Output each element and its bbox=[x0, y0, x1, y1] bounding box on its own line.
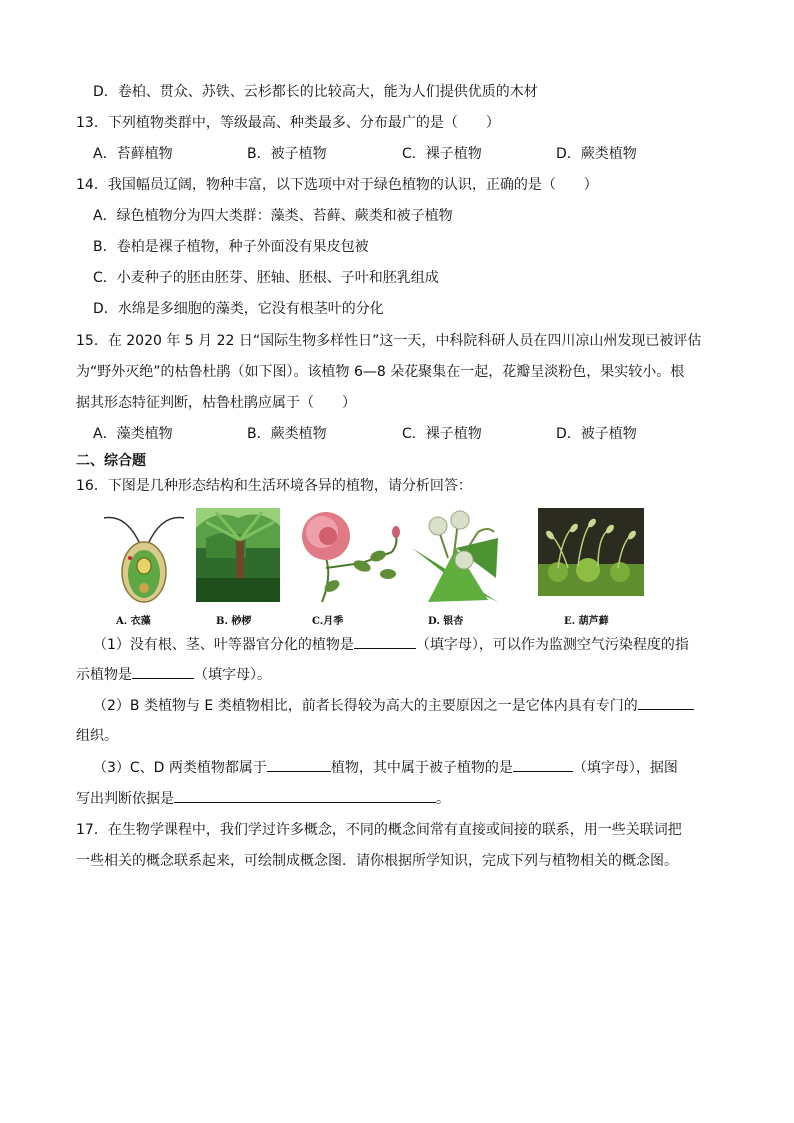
funaria-image bbox=[538, 508, 644, 596]
caption-d: D. 银杏 bbox=[428, 616, 464, 627]
figure-rose bbox=[292, 508, 398, 627]
caption-c: C.月季 bbox=[312, 616, 344, 627]
answer-blank-2[interactable] bbox=[132, 664, 194, 679]
q16-part1-text-a: （1）没有根、茎、叶等器官分化的植物是 bbox=[93, 637, 354, 653]
q12-option-d: D．卷柏、贯众、苏铁、云杉都长的比较高大，能为人们提供优质的木材 bbox=[93, 84, 538, 100]
answer-blank-4[interactable] bbox=[267, 757, 331, 772]
chlamydomonas-image bbox=[96, 508, 196, 608]
q16-part2-text-b: 组织。 bbox=[76, 728, 118, 744]
caption-e: E. 葫芦藓 bbox=[564, 616, 609, 627]
q13-option-a: A．苔藓植物 bbox=[93, 146, 173, 162]
q13-option-d: D．蕨类植物 bbox=[556, 146, 637, 162]
ginkgo-image bbox=[408, 508, 504, 602]
q15-option-a: A．藻类植物 bbox=[93, 426, 173, 442]
q14-option-b: B．卷柏是裸子植物，种子外面没有果皮包被 bbox=[93, 239, 369, 255]
q16-part1-line2 bbox=[76, 664, 271, 685]
q16-part1-text-b: （填字母），可以作为监测空气污染程度的指 bbox=[415, 637, 689, 653]
q15-option-b: B．蕨类植物 bbox=[247, 426, 327, 442]
q14-option-d: D．水绵是多细胞的藻类，它没有根茎叶的分化 bbox=[93, 301, 384, 317]
q16-part1-text-d: （填字母）。 bbox=[194, 667, 271, 683]
plant-figure-row bbox=[96, 508, 656, 626]
q13-option-c: C．裸子植物 bbox=[402, 146, 482, 162]
answer-blank-3[interactable] bbox=[638, 695, 694, 710]
answer-blank-1[interactable] bbox=[354, 634, 416, 649]
figure-chlamydomonas bbox=[96, 508, 202, 627]
answer-blank-6[interactable] bbox=[174, 788, 436, 803]
q16-part3-text-b: 植物，其中属于被子植物的是 bbox=[330, 760, 513, 776]
q13-stem: 13．下列植物类群中，等级最高、种类最多、分布最广的是（ ） bbox=[76, 115, 500, 131]
q14-option-c: C．小麦种子的胚由胚芽、胚轴、胚根、子叶和胚乳组成 bbox=[93, 270, 439, 286]
q16-part2-line1 bbox=[93, 695, 694, 716]
q16-part3-line1 bbox=[93, 757, 678, 778]
q16-stem: 16．下图是几种形态结构和生活环境各异的植物，请分析回答： bbox=[76, 478, 472, 494]
q16-part1-text-c: 示植物是 bbox=[76, 667, 132, 683]
q15-line-3: 据其形态特征判断，枯鲁杜鹃应属于（ ） bbox=[76, 395, 356, 411]
answer-blank-5[interactable] bbox=[513, 757, 573, 772]
q16-part3-line2 bbox=[76, 788, 450, 809]
q15-option-c: C．裸子植物 bbox=[402, 426, 482, 442]
q15-option-d: D．被子植物 bbox=[556, 426, 637, 442]
q16-part3-text-e: 。 bbox=[436, 791, 450, 807]
figure-ginkgo bbox=[408, 508, 514, 627]
q17-line-2: 一些相关的概念联系起来，可绘制成概念图．请你根据所学知识，完成下列与植物相关的概念图。 bbox=[76, 853, 678, 869]
figure-funaria bbox=[538, 508, 644, 627]
q16-part2-text-a: （2）B 类植物与 E 类植物相比，前者长得较为高大的主要原因之一是它体内具有专门的 bbox=[93, 698, 638, 714]
q16-part3-text-d: 写出判断依据是 bbox=[76, 791, 174, 807]
q16-part1-line1 bbox=[93, 634, 689, 655]
q14-stem: 14．我国幅员辽阔，物种丰富，以下选项中对于绿色植物的认识，正确的是（ ） bbox=[76, 177, 598, 193]
q15-line-2: 为“野外灭绝”的枯鲁杜鹃（如下图）。该植物 6—8 朵花聚集在一起，花瓣呈淡粉色，果实较小。根 bbox=[76, 364, 685, 380]
section-title: 二、综合题 bbox=[76, 453, 146, 469]
caption-a: A. 衣藻 bbox=[116, 616, 151, 627]
q14-option-a: A．绿色植物分为四大类群：藻类、苔藓、蕨类和被子植物 bbox=[93, 208, 453, 224]
rose-image bbox=[292, 508, 402, 602]
q16-part3-text-c: （填字母），据图 bbox=[572, 760, 678, 776]
figure-tree-fern bbox=[196, 508, 302, 627]
caption-b: B. 桫椤 bbox=[216, 616, 252, 627]
q13-option-b: B．被子植物 bbox=[247, 146, 327, 162]
q15-line-1: 15．在 2020 年 5 月 22 日“国际生物多样性日”这一天，中科院科研人员在四川凉山州发现已被评估 bbox=[76, 333, 702, 349]
q17-line-1: 17．在生物学课程中，我们学过许多概念，不同的概念间常有直接或间接的联系，用一些关联词把 bbox=[76, 822, 682, 838]
q16-part3-text-a: （3）C、D 两类植物都属于 bbox=[93, 760, 267, 776]
tree-fern-image bbox=[196, 508, 280, 602]
